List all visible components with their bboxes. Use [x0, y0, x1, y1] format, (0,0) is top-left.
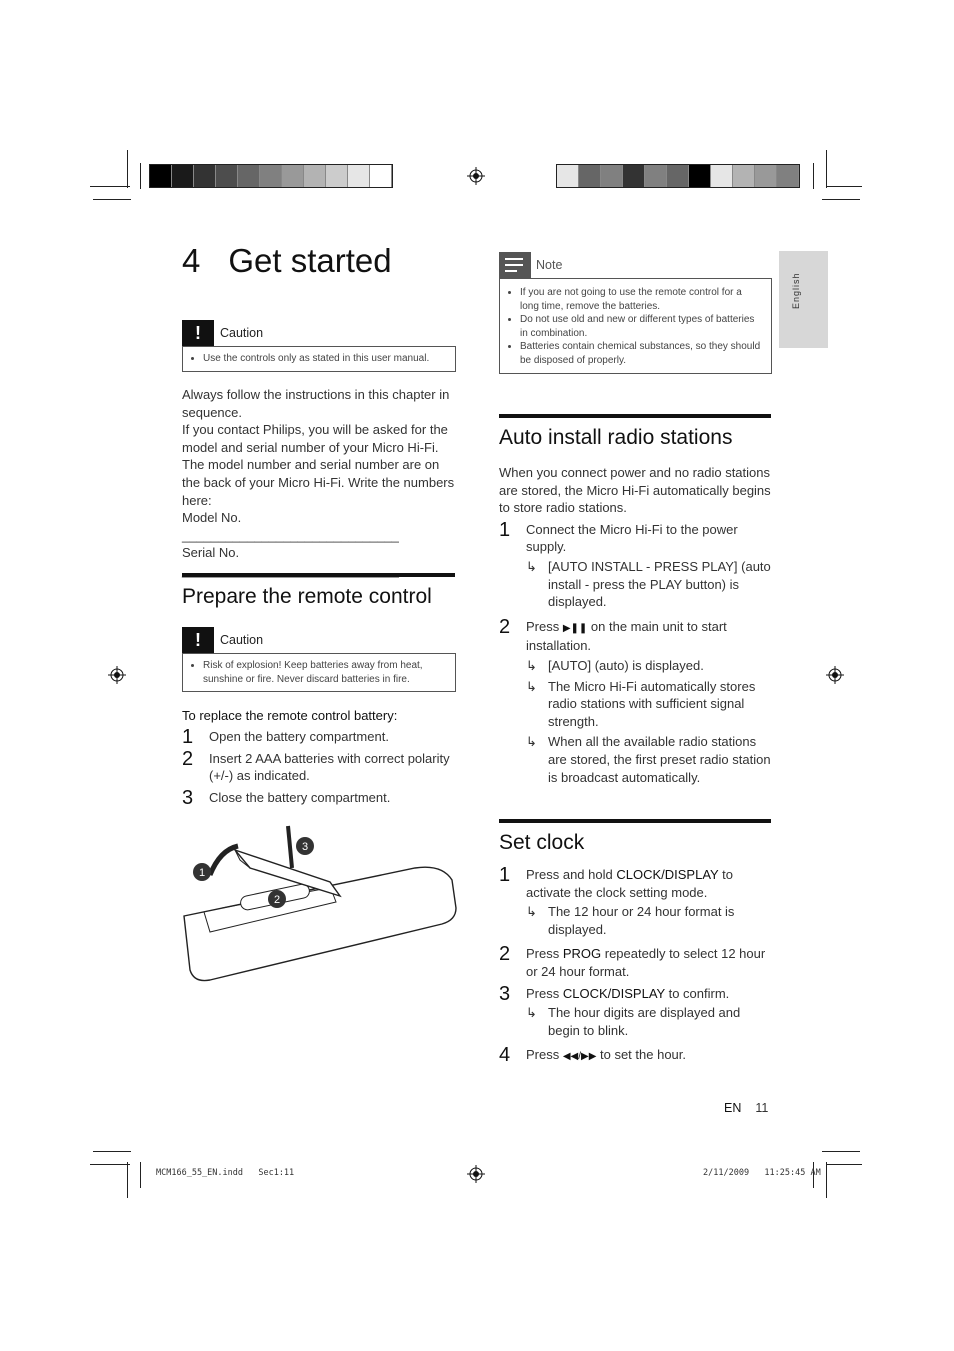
- button-name: CLOCK/DISPLAY: [616, 867, 719, 882]
- step-number: 4: [499, 1044, 511, 1067]
- crop-mark: [826, 150, 827, 188]
- color-swatch: [216, 165, 238, 187]
- play-pause-icon: ▶❚❚: [562, 622, 588, 634]
- slug-date: 2/11/2009 11:25:45 AM: [703, 1168, 821, 1178]
- color-swatch: [150, 165, 172, 187]
- language-tab-label: English: [791, 272, 801, 309]
- step-text: Press and hold CLOCK/DISPLAY to activate the clock setting mode.: [526, 867, 733, 900]
- result-arrow-icon: ↳: [526, 657, 537, 673]
- page-footer: [724, 1101, 768, 1115]
- step: [182, 747, 456, 785]
- step: [182, 786, 456, 809]
- figure-label: 3: [301, 841, 309, 853]
- result-text: [AUTO INSTALL - PRESS PLAY] (auto install - press the PLAY button) is displayed.: [548, 558, 771, 610]
- note-item: • Do not use old and new or different types of batteries in combination.: [520, 313, 763, 340]
- caution-label: Caution: [220, 326, 264, 340]
- result-arrow-icon: ↳: [526, 678, 537, 694]
- result-arrow-icon: ↳: [526, 1005, 537, 1021]
- steps-intro: To replace the remote control battery:: [182, 708, 398, 723]
- crop-mark: [90, 1164, 130, 1165]
- note-label: Note: [536, 258, 563, 272]
- color-swatch: [623, 165, 645, 187]
- registration-mark-icon: [108, 666, 126, 684]
- color-swatch: [260, 165, 282, 187]
- section-heading: Auto install radio stations: [499, 414, 771, 450]
- caution-item: • Use the controls only as stated in this user manual.: [203, 352, 449, 366]
- result-arrow-icon: ↳: [526, 558, 537, 574]
- step-text: Insert 2 AAA batteries with correct polarity (+/-) as indicated.: [209, 750, 450, 784]
- color-bar-right: [556, 164, 800, 188]
- step-result: [526, 903, 773, 938]
- crop-mark: [822, 199, 860, 200]
- note-box: [499, 252, 772, 374]
- intro-text: [182, 386, 456, 580]
- step-result: [526, 1004, 773, 1039]
- crop-mark: [822, 1151, 860, 1152]
- figure-label: 1: [198, 867, 206, 879]
- color-swatch: [238, 165, 260, 187]
- step: [499, 518, 773, 614]
- result-text: The hour digits are displayed and begin to blink.: [548, 1005, 741, 1038]
- chapter-title-text: Get started: [228, 242, 392, 279]
- result-text: When all the available radio stations are stored, the first preset radio station is broadcast automatically.: [548, 734, 771, 785]
- result-text: [AUTO] (auto) is displayed.: [548, 657, 704, 673]
- section-heading: Set clock: [499, 819, 771, 855]
- caution-item: • Risk of explosion! Keep batteries away from heat, sunshine or fire. Never discard batteries in fire.: [203, 659, 449, 686]
- color-swatch: [172, 165, 194, 187]
- step-number: 3: [499, 982, 511, 1005]
- intro-paragraph: Always follow the instructions in this chapter in sequence.: [182, 387, 450, 420]
- button-name: PROG: [562, 946, 602, 962]
- step-text: Open the battery compartment.: [209, 728, 389, 744]
- section-intro: When you connect power and no radio stations are stored, the Micro Hi-Fi automatically begins to store radio stations.: [499, 465, 771, 516]
- caution-icon: !: [182, 320, 214, 346]
- color-swatch: [557, 165, 579, 187]
- result-arrow-icon: ↳: [526, 904, 537, 920]
- step-result: [526, 558, 773, 611]
- remote-battery-illustration: [180, 820, 460, 990]
- color-swatch: [579, 165, 601, 187]
- color-swatch: [304, 165, 326, 187]
- color-swatch: [282, 165, 304, 187]
- color-swatch: [601, 165, 623, 187]
- color-swatch: [733, 165, 755, 187]
- note-item: • If you are not going to use the remote control for a long time, remove the batteries.: [520, 286, 763, 313]
- color-swatch: [711, 165, 733, 187]
- crop-mark: [826, 186, 862, 187]
- color-swatch: [777, 165, 799, 187]
- registration-mark-icon: [826, 666, 844, 684]
- prev-next-icon: ◀◀/▶▶: [562, 1051, 597, 1063]
- color-swatch: [326, 165, 348, 187]
- step: [182, 725, 456, 748]
- step-text: Press ▶❚❚ on the main unit to start installation.: [526, 618, 727, 654]
- registration-mark-icon: [467, 167, 485, 185]
- step-text: Press CLOCK/DISPLAY to confirm.: [526, 985, 730, 1001]
- step: [499, 866, 773, 941]
- caution-icon: !: [182, 627, 214, 653]
- color-swatch: [755, 165, 777, 187]
- step: 4 Press ◀◀/▶▶ to set the hour.: [499, 1044, 687, 1067]
- language-tab: [779, 251, 828, 348]
- caution-box: [182, 320, 456, 372]
- color-swatch: [348, 165, 370, 187]
- crop-mark: [127, 150, 128, 188]
- step-number: 2: [499, 615, 511, 638]
- step-result: [526, 657, 773, 675]
- registration-mark-icon: [467, 1165, 485, 1183]
- step-number: 1: [499, 864, 511, 886]
- color-swatch: [689, 165, 711, 187]
- step-result: [526, 733, 773, 786]
- serial-number-line: Serial No. ______________________________: [182, 545, 399, 578]
- color-swatch: [194, 165, 216, 187]
- figure-label: 2: [273, 894, 281, 906]
- color-swatch: [667, 165, 689, 187]
- step-number: 3: [182, 786, 194, 809]
- result-text: The 12 hour or 24 hour format is displayed.: [548, 904, 735, 937]
- button-name: CLOCK/DISPLAY: [562, 985, 665, 1001]
- step: 2 Press PROG repeatedly to select 12 hour or 24 hour format.: [499, 943, 766, 979]
- section-heading: Prepare the remote control: [182, 573, 455, 609]
- result-arrow-icon: ↳: [526, 734, 537, 750]
- crop-mark: [826, 1162, 827, 1198]
- crop-mark: [90, 186, 130, 187]
- crop-mark: [140, 163, 141, 189]
- caution-label: Caution: [220, 633, 264, 647]
- color-swatch: [645, 165, 667, 187]
- set-clock-content: [499, 866, 773, 1070]
- page-number: 11: [755, 1101, 769, 1115]
- caution-box: [182, 627, 456, 692]
- step-text: Connect the Micro Hi-Fi to the power supply.: [526, 521, 738, 555]
- slug-file: MCM166_55_EN.indd Sec1:11: [156, 1168, 295, 1178]
- crop-mark: [93, 1151, 131, 1152]
- crop-mark: [813, 163, 814, 189]
- step: [499, 615, 773, 789]
- crop-mark: [826, 1164, 862, 1165]
- step-number: 2: [499, 943, 511, 966]
- crop-mark: [127, 1162, 128, 1198]
- remote-steps: [182, 707, 456, 811]
- model-number-line: Model No. ______________________________: [182, 510, 399, 543]
- note-item: • Batteries contain chemical substances, so they should be disposed of properly.: [520, 340, 763, 367]
- step-text: Close the battery compartment.: [209, 789, 391, 805]
- crop-mark: [93, 199, 131, 200]
- crop-mark: [140, 1162, 141, 1188]
- auto-install-content: [499, 464, 773, 793]
- step-number: 2: [182, 747, 194, 770]
- chapter-title: [182, 242, 392, 280]
- step-number: 1: [182, 725, 194, 748]
- intro-paragraph: If you contact Philips, you will be asked for the model and serial number of your Micro Hi-Fi. The model number and serial number are on the back of your Micro Hi-Fi. Write the numbers here:: [182, 422, 455, 508]
- step: [499, 982, 773, 1043]
- color-bar-left: [149, 164, 393, 188]
- color-swatch: [370, 165, 392, 187]
- step-result: [526, 678, 773, 731]
- chapter-number: 4: [182, 242, 201, 279]
- result-text: The Micro Hi-Fi automatically stores radio stations with sufficient signal strength.: [548, 678, 756, 729]
- note-icon: [499, 252, 531, 278]
- footer-language: EN: [724, 1101, 742, 1115]
- step-number: 1: [499, 518, 511, 541]
